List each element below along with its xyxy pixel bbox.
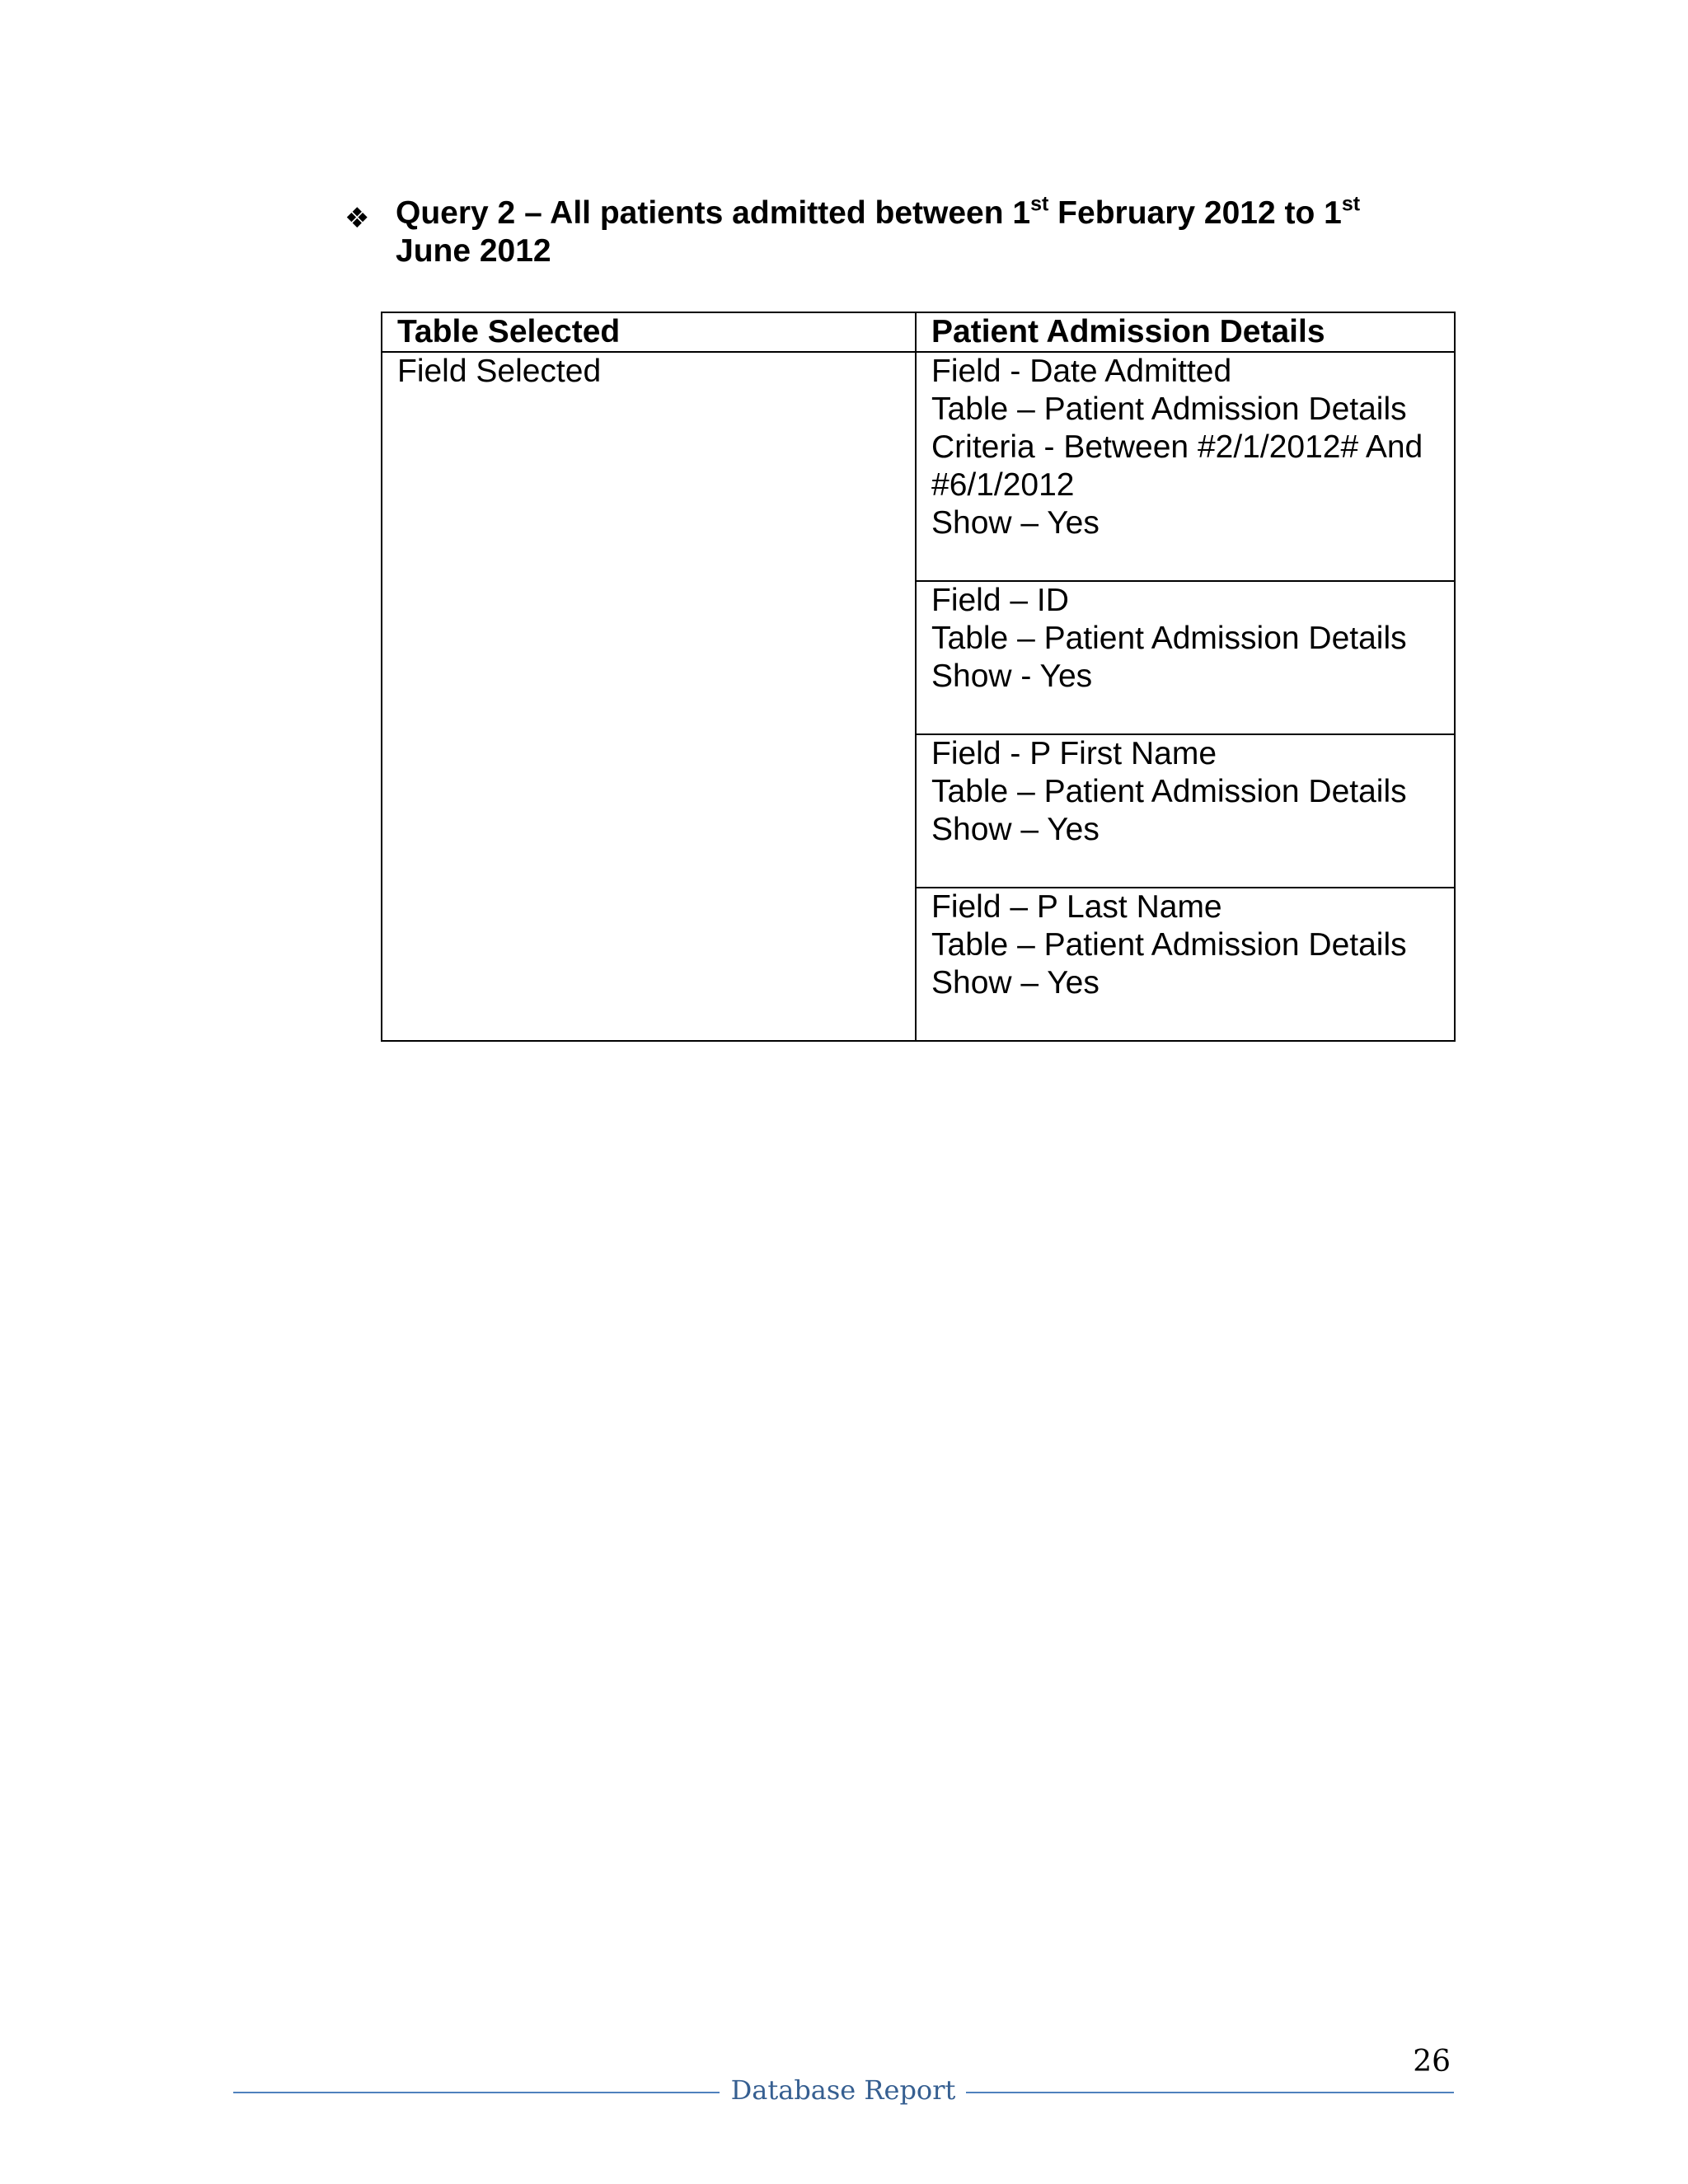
- row-label-field-selected: Field Selected: [382, 352, 916, 1041]
- page-number: 26: [1413, 2045, 1451, 2079]
- footer-rule-right: [966, 2092, 1454, 2093]
- query-design-table: [381, 312, 1456, 1042]
- header-table-name: Patient Admission Details: [916, 312, 1455, 352]
- field-entry-date-admitted: Field - Date Admitted Table – Patient Admission Details Criteria - Between #2/1/2012# And #6/1/2012 Show – Yes: [916, 352, 1455, 581]
- field-entry-id: Field – ID Table – Patient Admission Details Show - Yes: [916, 581, 1455, 734]
- field-entry-last-name: Field – P Last Name Table – Patient Admission Details Show – Yes: [916, 888, 1455, 1041]
- query-title: [396, 194, 1451, 270]
- table-row: [382, 352, 1455, 581]
- footer-rule-left: [233, 2092, 720, 2093]
- diamond-bullet-icon: ❖: [345, 202, 370, 235]
- table-header-row: [382, 312, 1455, 352]
- header-table-selected: Table Selected: [382, 312, 916, 352]
- footer-title: Database Report: [730, 2074, 956, 2106]
- field-entry-first-name: Field - P First Name Table – Patient Admission Details Show – Yes: [916, 734, 1455, 888]
- query-title-line-2: June 2012: [396, 233, 551, 269]
- query-title-line-1: Query 2 – All patients admitted between 1st February 2012 to 1st: [396, 192, 1361, 231]
